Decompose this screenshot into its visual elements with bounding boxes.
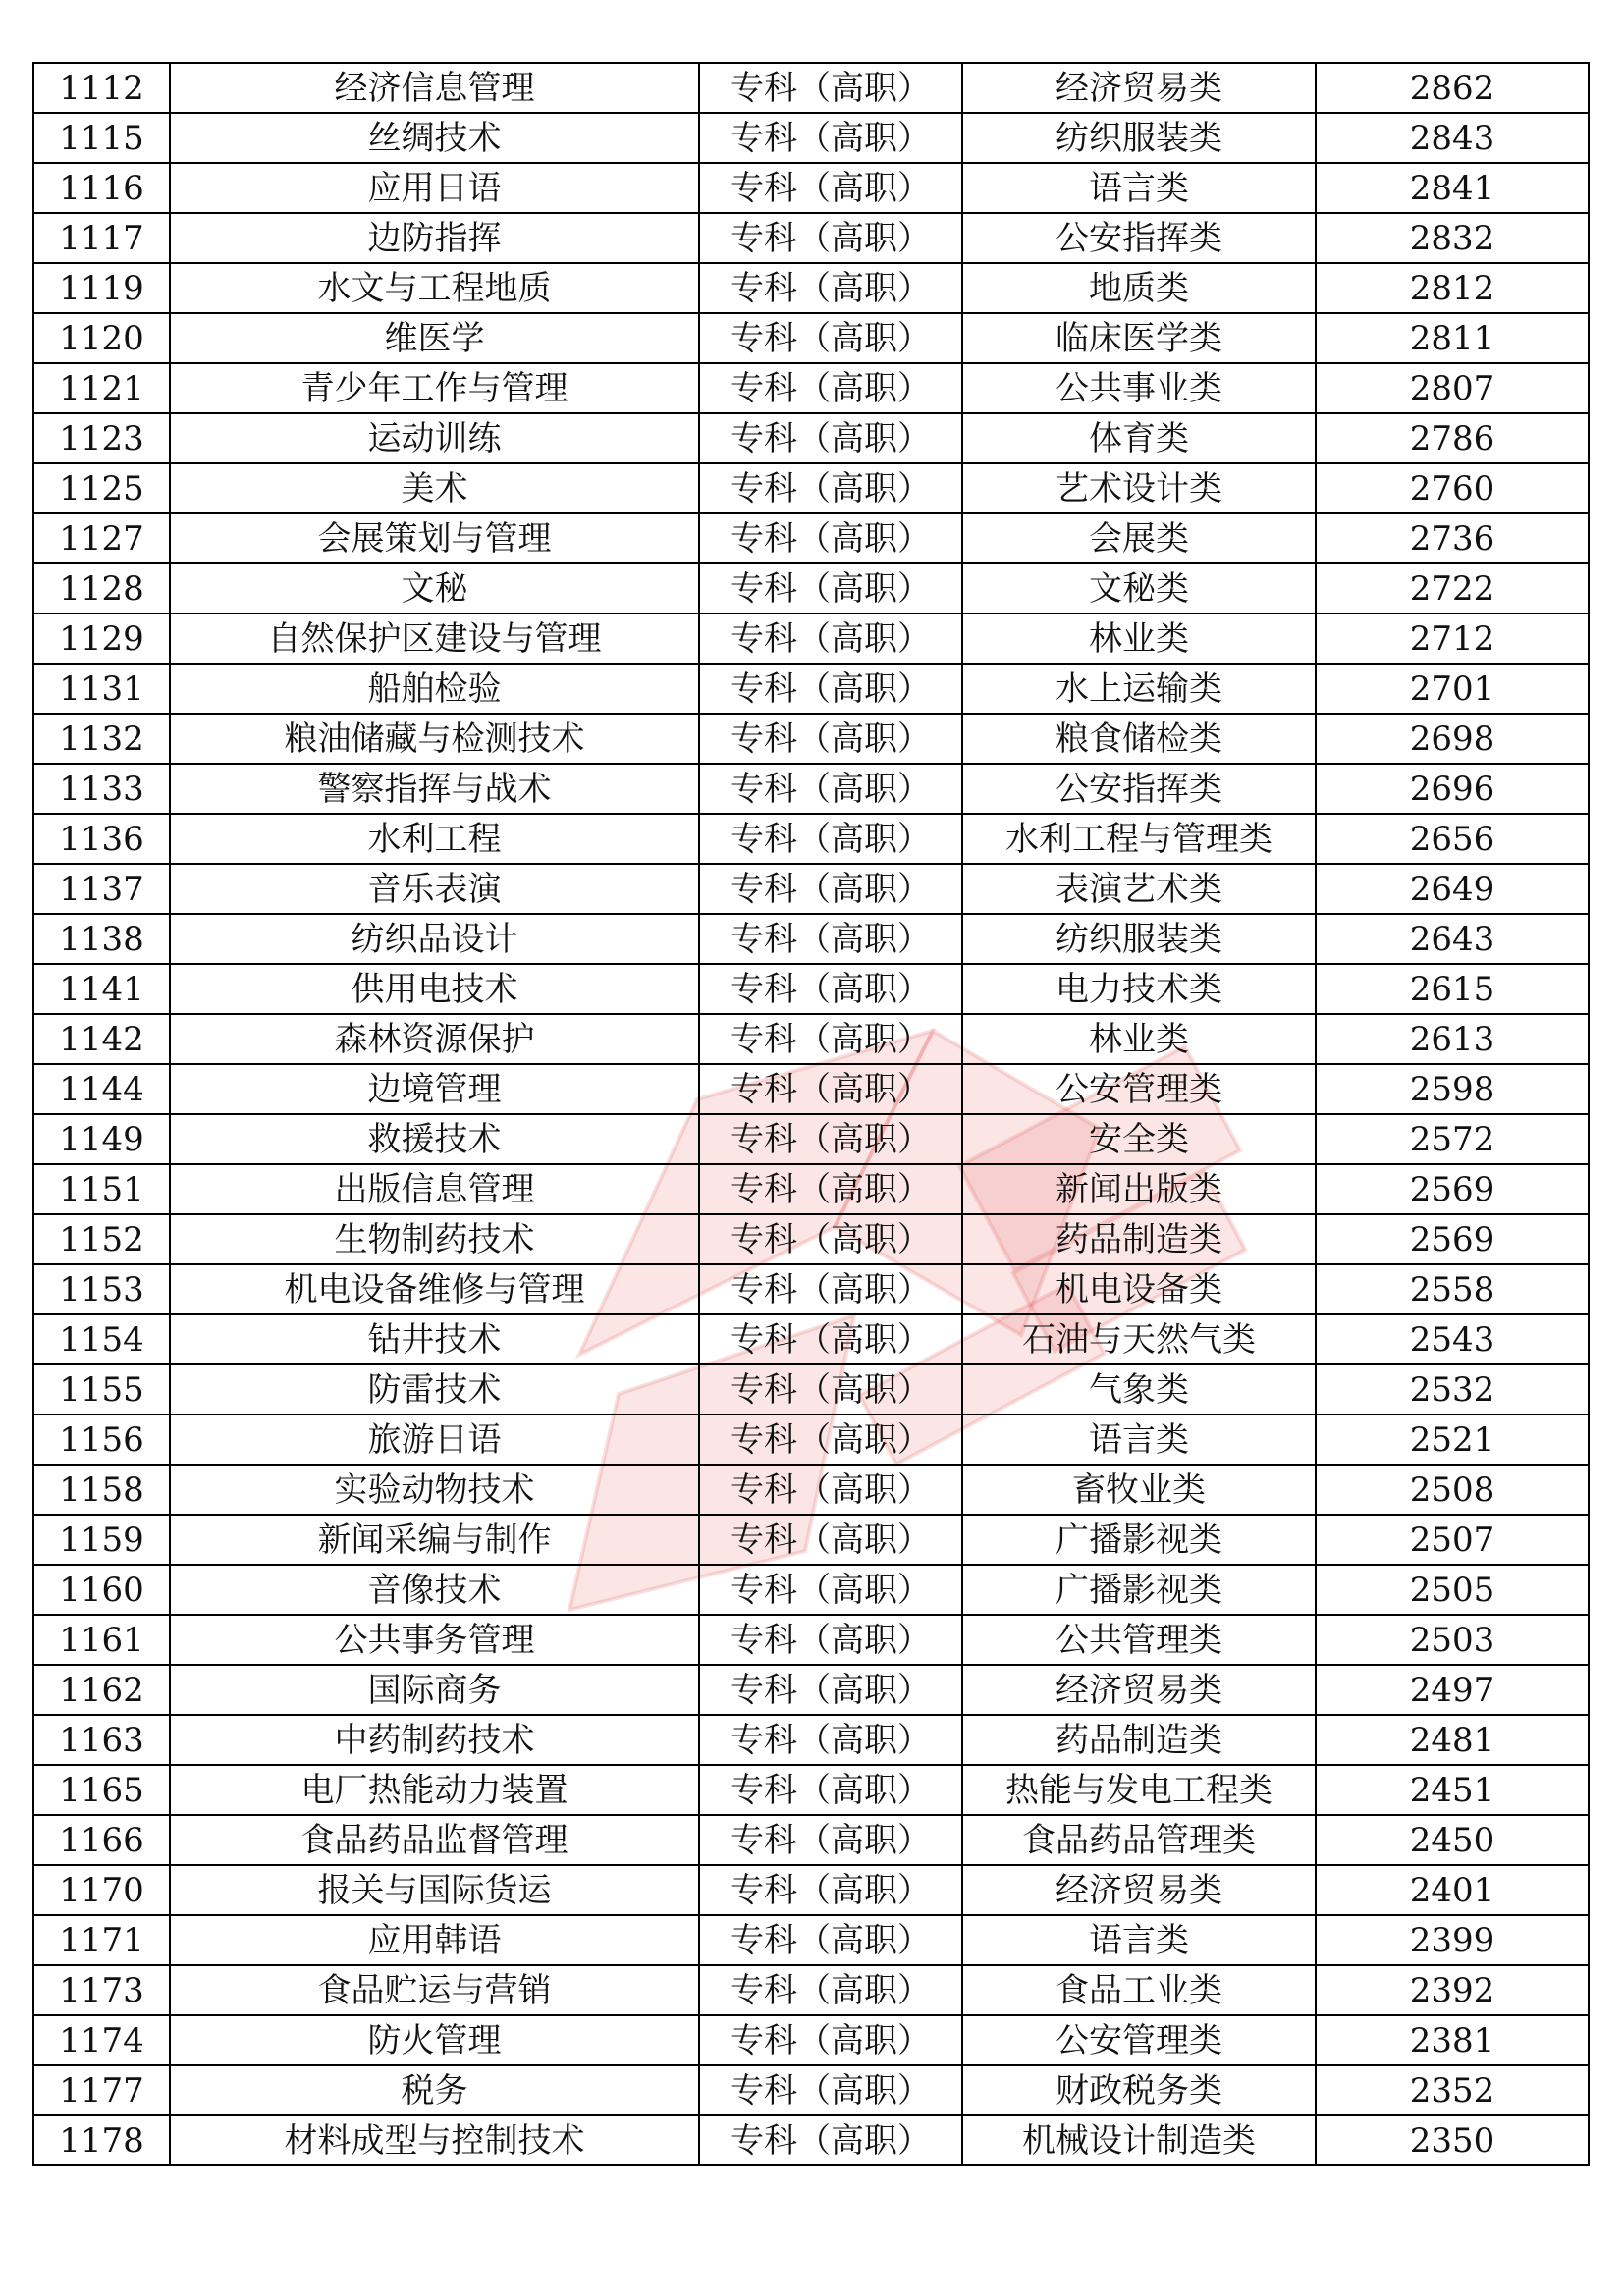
major-code-cell: 1173 bbox=[33, 1965, 170, 2015]
education-level-cell: 专科（高职） bbox=[699, 1765, 962, 1815]
major-name-cell: 边防指挥 bbox=[170, 213, 699, 263]
table-row bbox=[33, 1915, 1589, 1965]
score-cell: 2712 bbox=[1316, 614, 1589, 664]
major-name-cell: 报关与国际货运 bbox=[170, 1865, 699, 1915]
major-code-cell: 1136 bbox=[33, 814, 170, 864]
table-row bbox=[33, 914, 1589, 964]
major-name-cell: 电厂热能动力装置 bbox=[170, 1765, 699, 1815]
major-name-cell: 防火管理 bbox=[170, 2015, 699, 2065]
score-cell: 2722 bbox=[1316, 563, 1589, 614]
table-row bbox=[33, 614, 1589, 664]
score-cell: 2696 bbox=[1316, 764, 1589, 814]
major-name-cell: 中药制药技术 bbox=[170, 1715, 699, 1765]
education-level-cell: 专科（高职） bbox=[699, 1064, 962, 1114]
education-level-cell: 专科（高职） bbox=[699, 1415, 962, 1465]
major-category-cell: 语言类 bbox=[962, 163, 1316, 213]
major-code-cell: 1120 bbox=[33, 313, 170, 363]
score-cell: 2350 bbox=[1316, 2115, 1589, 2165]
major-name-cell: 丝绸技术 bbox=[170, 113, 699, 163]
major-code-cell: 1131 bbox=[33, 664, 170, 714]
major-category-cell: 公安指挥类 bbox=[962, 764, 1316, 814]
table-row bbox=[33, 1665, 1589, 1715]
major-name-cell: 粮油储藏与检测技术 bbox=[170, 714, 699, 764]
table-row bbox=[33, 1064, 1589, 1114]
table-row bbox=[33, 1965, 1589, 2015]
table-row bbox=[33, 313, 1589, 363]
major-category-cell: 电力技术类 bbox=[962, 964, 1316, 1014]
score-cell: 2572 bbox=[1316, 1114, 1589, 1164]
major-category-cell: 食品药品管理类 bbox=[962, 1815, 1316, 1865]
table-row bbox=[33, 864, 1589, 914]
table-row bbox=[33, 113, 1589, 163]
score-cell: 2503 bbox=[1316, 1615, 1589, 1665]
table-body bbox=[33, 63, 1589, 2165]
table-row bbox=[33, 1164, 1589, 1214]
major-name-cell: 维医学 bbox=[170, 313, 699, 363]
major-category-cell: 纺织服装类 bbox=[962, 113, 1316, 163]
major-name-cell: 救援技术 bbox=[170, 1114, 699, 1164]
score-cell: 2736 bbox=[1316, 513, 1589, 563]
major-code-cell: 1165 bbox=[33, 1765, 170, 1815]
table-row bbox=[33, 1615, 1589, 1665]
score-cell: 2532 bbox=[1316, 1364, 1589, 1415]
major-name-cell: 食品药品监督管理 bbox=[170, 1815, 699, 1865]
score-cell: 2505 bbox=[1316, 1565, 1589, 1615]
score-cell: 2786 bbox=[1316, 413, 1589, 463]
table-row bbox=[33, 964, 1589, 1014]
score-cell: 2569 bbox=[1316, 1164, 1589, 1214]
major-code-cell: 1132 bbox=[33, 714, 170, 764]
major-category-cell: 机电设备类 bbox=[962, 1264, 1316, 1314]
education-level-cell: 专科（高职） bbox=[699, 814, 962, 864]
table-row bbox=[33, 213, 1589, 263]
major-category-cell: 食品工业类 bbox=[962, 1965, 1316, 2015]
major-name-cell: 船舶检验 bbox=[170, 664, 699, 714]
major-name-cell: 钻井技术 bbox=[170, 1314, 699, 1364]
major-code-cell: 1133 bbox=[33, 764, 170, 814]
major-category-cell: 经济贸易类 bbox=[962, 1665, 1316, 1715]
score-cell: 2613 bbox=[1316, 1014, 1589, 1064]
major-code-cell: 1127 bbox=[33, 513, 170, 563]
education-level-cell: 专科（高职） bbox=[699, 1114, 962, 1164]
table-row bbox=[33, 363, 1589, 413]
major-code-cell: 1156 bbox=[33, 1415, 170, 1465]
major-category-cell: 会展类 bbox=[962, 513, 1316, 563]
score-cell: 2450 bbox=[1316, 1815, 1589, 1865]
major-name-cell: 税务 bbox=[170, 2065, 699, 2115]
major-name-cell: 水利工程 bbox=[170, 814, 699, 864]
major-name-cell: 森林资源保护 bbox=[170, 1014, 699, 1064]
education-level-cell: 专科（高职） bbox=[699, 1565, 962, 1615]
table-row bbox=[33, 1865, 1589, 1915]
major-category-cell: 机械设计制造类 bbox=[962, 2115, 1316, 2165]
score-cell: 2399 bbox=[1316, 1915, 1589, 1965]
score-cell: 2841 bbox=[1316, 163, 1589, 213]
education-level-cell: 专科（高职） bbox=[699, 1364, 962, 1415]
major-category-cell: 临床医学类 bbox=[962, 313, 1316, 363]
major-category-cell: 公安管理类 bbox=[962, 1064, 1316, 1114]
education-level-cell: 专科（高职） bbox=[699, 964, 962, 1014]
education-level-cell: 专科（高职） bbox=[699, 563, 962, 614]
major-name-cell: 国际商务 bbox=[170, 1665, 699, 1715]
score-cell: 2807 bbox=[1316, 363, 1589, 413]
major-category-cell: 安全类 bbox=[962, 1114, 1316, 1164]
score-cell: 2812 bbox=[1316, 263, 1589, 313]
major-name-cell: 生物制药技术 bbox=[170, 1214, 699, 1264]
score-cell: 2507 bbox=[1316, 1515, 1589, 1565]
major-name-cell: 实验动物技术 bbox=[170, 1465, 699, 1515]
major-category-cell: 公安指挥类 bbox=[962, 213, 1316, 263]
table-row bbox=[33, 413, 1589, 463]
education-level-cell: 专科（高职） bbox=[699, 263, 962, 313]
major-code-cell: 1163 bbox=[33, 1715, 170, 1765]
major-category-cell: 财政税务类 bbox=[962, 2065, 1316, 2115]
education-level-cell: 专科（高职） bbox=[699, 413, 962, 463]
education-level-cell: 专科（高职） bbox=[699, 864, 962, 914]
major-category-cell: 经济贸易类 bbox=[962, 1865, 1316, 1915]
score-cell: 2615 bbox=[1316, 964, 1589, 1014]
score-cell: 2401 bbox=[1316, 1865, 1589, 1915]
education-level-cell: 专科（高职） bbox=[699, 1314, 962, 1364]
major-code-cell: 1160 bbox=[33, 1565, 170, 1615]
education-level-cell: 专科（高职） bbox=[699, 1515, 962, 1565]
major-code-cell: 1121 bbox=[33, 363, 170, 413]
score-cell: 2832 bbox=[1316, 213, 1589, 263]
major-name-cell: 供用电技术 bbox=[170, 964, 699, 1014]
score-cell: 2701 bbox=[1316, 664, 1589, 714]
education-level-cell: 专科（高职） bbox=[699, 1465, 962, 1515]
major-category-cell: 林业类 bbox=[962, 1014, 1316, 1064]
major-name-cell: 运动训练 bbox=[170, 413, 699, 463]
major-category-cell: 畜牧业类 bbox=[962, 1465, 1316, 1515]
table-row bbox=[33, 1815, 1589, 1865]
education-level-cell: 专科（高职） bbox=[699, 1164, 962, 1214]
score-cell: 2558 bbox=[1316, 1264, 1589, 1314]
table-row bbox=[33, 714, 1589, 764]
table-row bbox=[33, 263, 1589, 313]
major-category-cell: 药品制造类 bbox=[962, 1214, 1316, 1264]
major-code-cell: 1158 bbox=[33, 1465, 170, 1515]
major-code-cell: 1112 bbox=[33, 63, 170, 113]
education-level-cell: 专科（高职） bbox=[699, 213, 962, 263]
table-row bbox=[33, 2015, 1589, 2065]
major-code-cell: 1128 bbox=[33, 563, 170, 614]
table-row bbox=[33, 1014, 1589, 1064]
major-name-cell: 美术 bbox=[170, 463, 699, 513]
table-row bbox=[33, 563, 1589, 614]
major-category-cell: 经济贸易类 bbox=[962, 63, 1316, 113]
major-category-cell: 语言类 bbox=[962, 1415, 1316, 1465]
score-cell: 2521 bbox=[1316, 1415, 1589, 1465]
major-code-cell: 1115 bbox=[33, 113, 170, 163]
major-category-cell: 艺术设计类 bbox=[962, 463, 1316, 513]
education-level-cell: 专科（高职） bbox=[699, 764, 962, 814]
major-code-cell: 1116 bbox=[33, 163, 170, 213]
major-code-cell: 1117 bbox=[33, 213, 170, 263]
major-category-cell: 地质类 bbox=[962, 263, 1316, 313]
major-code-cell: 1144 bbox=[33, 1064, 170, 1114]
major-name-cell: 音乐表演 bbox=[170, 864, 699, 914]
table-row bbox=[33, 814, 1589, 864]
table-row bbox=[33, 764, 1589, 814]
table-row bbox=[33, 1715, 1589, 1765]
major-category-cell: 公共管理类 bbox=[962, 1615, 1316, 1665]
major-code-cell: 1129 bbox=[33, 614, 170, 664]
major-code-cell: 1177 bbox=[33, 2065, 170, 2115]
major-code-cell: 1162 bbox=[33, 1665, 170, 1715]
major-code-cell: 1149 bbox=[33, 1114, 170, 1164]
major-category-cell: 水上运输类 bbox=[962, 664, 1316, 714]
major-name-cell: 食品贮运与营销 bbox=[170, 1965, 699, 2015]
table-row bbox=[33, 2065, 1589, 2115]
major-name-cell: 应用日语 bbox=[170, 163, 699, 213]
score-cell: 2569 bbox=[1316, 1214, 1589, 1264]
major-category-cell: 药品制造类 bbox=[962, 1715, 1316, 1765]
table-row bbox=[33, 664, 1589, 714]
score-cell: 2862 bbox=[1316, 63, 1589, 113]
major-category-cell: 公安管理类 bbox=[962, 2015, 1316, 2065]
table-row bbox=[33, 163, 1589, 213]
education-level-cell: 专科（高职） bbox=[699, 63, 962, 113]
score-cell: 2543 bbox=[1316, 1314, 1589, 1364]
major-name-cell: 警察指挥与战术 bbox=[170, 764, 699, 814]
score-cell: 2698 bbox=[1316, 714, 1589, 764]
table-row bbox=[33, 1314, 1589, 1364]
table-row bbox=[33, 463, 1589, 513]
major-name-cell: 公共事务管理 bbox=[170, 1615, 699, 1665]
major-category-cell: 新闻出版类 bbox=[962, 1164, 1316, 1214]
major-name-cell: 边境管理 bbox=[170, 1064, 699, 1114]
major-code-cell: 1141 bbox=[33, 964, 170, 1014]
major-code-cell: 1170 bbox=[33, 1865, 170, 1915]
major-category-cell: 林业类 bbox=[962, 614, 1316, 664]
table-row bbox=[33, 63, 1589, 113]
score-cell: 2481 bbox=[1316, 1715, 1589, 1765]
major-name-cell: 纺织品设计 bbox=[170, 914, 699, 964]
education-level-cell: 专科（高职） bbox=[699, 513, 962, 563]
major-code-cell: 1166 bbox=[33, 1815, 170, 1865]
education-level-cell: 专科（高职） bbox=[699, 2065, 962, 2115]
education-level-cell: 专科（高职） bbox=[699, 664, 962, 714]
major-name-cell: 应用韩语 bbox=[170, 1915, 699, 1965]
major-category-cell: 文秘类 bbox=[962, 563, 1316, 614]
major-name-cell: 旅游日语 bbox=[170, 1415, 699, 1465]
score-cell: 2811 bbox=[1316, 313, 1589, 363]
score-cell: 2392 bbox=[1316, 1965, 1589, 2015]
education-level-cell: 专科（高职） bbox=[699, 463, 962, 513]
major-category-cell: 纺织服装类 bbox=[962, 914, 1316, 964]
table-row bbox=[33, 1465, 1589, 1515]
table-row bbox=[33, 1264, 1589, 1314]
score-cell: 2643 bbox=[1316, 914, 1589, 964]
major-name-cell: 新闻采编与制作 bbox=[170, 1515, 699, 1565]
major-name-cell: 机电设备维修与管理 bbox=[170, 1264, 699, 1314]
major-category-cell: 热能与发电工程类 bbox=[962, 1765, 1316, 1815]
education-level-cell: 专科（高职） bbox=[699, 1915, 962, 1965]
education-level-cell: 专科（高职） bbox=[699, 614, 962, 664]
score-cell: 2508 bbox=[1316, 1465, 1589, 1515]
education-level-cell: 专科（高职） bbox=[699, 2015, 962, 2065]
major-code-cell: 1174 bbox=[33, 2015, 170, 2065]
score-cell: 2451 bbox=[1316, 1765, 1589, 1815]
major-name-cell: 音像技术 bbox=[170, 1565, 699, 1615]
education-level-cell: 专科（高职） bbox=[699, 714, 962, 764]
major-code-cell: 1155 bbox=[33, 1364, 170, 1415]
score-cell: 2649 bbox=[1316, 864, 1589, 914]
table-row bbox=[33, 1415, 1589, 1465]
score-cell: 2656 bbox=[1316, 814, 1589, 864]
major-category-cell: 表演艺术类 bbox=[962, 864, 1316, 914]
major-code-cell: 1154 bbox=[33, 1314, 170, 1364]
table-row bbox=[33, 1114, 1589, 1164]
education-level-cell: 专科（高职） bbox=[699, 1615, 962, 1665]
table-row bbox=[33, 1364, 1589, 1415]
education-level-cell: 专科（高职） bbox=[699, 1665, 962, 1715]
score-cell: 2352 bbox=[1316, 2065, 1589, 2115]
major-name-cell: 经济信息管理 bbox=[170, 63, 699, 113]
major-name-cell: 材料成型与控制技术 bbox=[170, 2115, 699, 2165]
table-row bbox=[33, 1515, 1589, 1565]
major-name-cell: 水文与工程地质 bbox=[170, 263, 699, 313]
major-category-cell: 广播影视类 bbox=[962, 1515, 1316, 1565]
major-category-cell: 语言类 bbox=[962, 1915, 1316, 1965]
education-level-cell: 专科（高职） bbox=[699, 113, 962, 163]
major-category-cell: 体育类 bbox=[962, 413, 1316, 463]
table-row bbox=[33, 2115, 1589, 2165]
score-cell: 2598 bbox=[1316, 1064, 1589, 1114]
education-level-cell: 专科（高职） bbox=[699, 1965, 962, 2015]
score-cell: 2843 bbox=[1316, 113, 1589, 163]
major-category-cell: 水利工程与管理类 bbox=[962, 814, 1316, 864]
major-code-cell: 1171 bbox=[33, 1915, 170, 1965]
education-level-cell: 专科（高职） bbox=[699, 1264, 962, 1314]
score-cell: 2381 bbox=[1316, 2015, 1589, 2065]
major-name-cell: 防雷技术 bbox=[170, 1364, 699, 1415]
education-level-cell: 专科（高职） bbox=[699, 363, 962, 413]
major-category-cell: 石油与天然气类 bbox=[962, 1314, 1316, 1364]
major-code-cell: 1151 bbox=[33, 1164, 170, 1214]
major-code-cell: 1123 bbox=[33, 413, 170, 463]
major-code-cell: 1138 bbox=[33, 914, 170, 964]
major-category-cell: 公共事业类 bbox=[962, 363, 1316, 413]
education-level-cell: 专科（高职） bbox=[699, 1715, 962, 1765]
education-level-cell: 专科（高职） bbox=[699, 1014, 962, 1064]
major-name-cell: 自然保护区建设与管理 bbox=[170, 614, 699, 664]
table-row bbox=[33, 513, 1589, 563]
major-name-cell: 会展策划与管理 bbox=[170, 513, 699, 563]
education-level-cell: 专科（高职） bbox=[699, 2115, 962, 2165]
major-code-cell: 1119 bbox=[33, 263, 170, 313]
major-category-cell: 气象类 bbox=[962, 1364, 1316, 1415]
score-cell: 2760 bbox=[1316, 463, 1589, 513]
major-name-cell: 青少年工作与管理 bbox=[170, 363, 699, 413]
major-category-cell: 广播影视类 bbox=[962, 1565, 1316, 1615]
major-score-table bbox=[32, 62, 1590, 2166]
major-code-cell: 1153 bbox=[33, 1264, 170, 1314]
score-cell: 2497 bbox=[1316, 1665, 1589, 1715]
major-code-cell: 1125 bbox=[33, 463, 170, 513]
education-level-cell: 专科（高职） bbox=[699, 1865, 962, 1915]
education-level-cell: 专科（高职） bbox=[699, 1815, 962, 1865]
major-name-cell: 文秘 bbox=[170, 563, 699, 614]
major-code-cell: 1178 bbox=[33, 2115, 170, 2165]
education-level-cell: 专科（高职） bbox=[699, 163, 962, 213]
major-code-cell: 1142 bbox=[33, 1014, 170, 1064]
table-row bbox=[33, 1214, 1589, 1264]
table-row bbox=[33, 1565, 1589, 1615]
major-code-cell: 1159 bbox=[33, 1515, 170, 1565]
education-level-cell: 专科（高职） bbox=[699, 1214, 962, 1264]
major-code-cell: 1137 bbox=[33, 864, 170, 914]
table-row bbox=[33, 1765, 1589, 1815]
major-category-cell: 粮食储检类 bbox=[962, 714, 1316, 764]
major-name-cell: 出版信息管理 bbox=[170, 1164, 699, 1214]
education-level-cell: 专科（高职） bbox=[699, 914, 962, 964]
education-level-cell: 专科（高职） bbox=[699, 313, 962, 363]
major-code-cell: 1152 bbox=[33, 1214, 170, 1264]
major-code-cell: 1161 bbox=[33, 1615, 170, 1665]
